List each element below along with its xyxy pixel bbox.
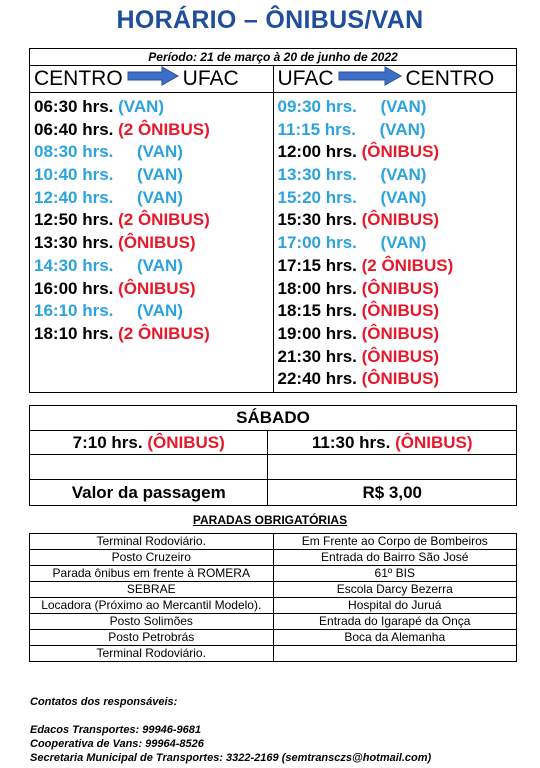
stop-cell: Boca da Alemanha [273,630,517,646]
stop-cell: Entrada do Igarapé da Onça [273,614,517,630]
stop-cell: Terminal Rodoviário. [30,534,274,550]
time-row [30,255,273,278]
stop-cell: Escola Darcy Bezerra [273,582,517,598]
contact-line: Edacos Transportes: 99946-9681 [30,724,201,736]
stop-row [30,598,517,614]
time-row [30,187,273,210]
saturday-title: SÁBADO [30,406,517,431]
vehicle-type: (VAN) [380,97,427,116]
time-row [30,141,273,164]
departure-time: 21:30 hrs. [277,346,357,366]
departure-time: 17:00 hrs. [277,233,357,253]
vehicle-type: (VAN) [137,187,183,207]
header-to: UFAC [182,67,239,90]
departure-time: 12:40 hrs. [34,187,114,207]
departure-time: 06:30 hrs. [34,97,114,116]
vehicle-type: (VAN) [379,119,426,139]
header-to: CENTRO [405,67,495,90]
departure-time: 15:20 hrs. [277,187,357,207]
stop-cell: Parada ônibus em frente à ROMERA [30,566,274,582]
saturday-time: 11:30 hrs. (ÔNIBUS) [268,431,517,455]
departure-time: 08:30 hrs. [34,142,114,162]
vehicle-type: (ÔNIBUS) [118,278,196,298]
time-row [30,232,273,255]
time-row [274,96,517,119]
time-row [274,141,517,164]
time-list [274,93,517,392]
stop-cell: Posto Cruzeiro [30,550,274,566]
time-row [274,323,517,346]
vehicle-type: (ÔNIBUS) [361,346,440,366]
vehicle-type: (VAN) [137,255,183,275]
fare-label: Valor da passagem [30,480,268,506]
departure-time: 12:00 hrs. [277,142,357,162]
time-row [30,119,273,142]
schedule-table [29,48,517,393]
time-row [274,346,517,369]
time-row [30,96,273,119]
contact-line: Cooperativa de Vans: 99964-8526 [30,738,204,750]
departure-time: 18:00 hrs. [277,278,357,298]
empty-cell [30,455,268,480]
vehicle-type: (ÔNIBUS) [361,369,440,389]
time-row [274,119,517,142]
vehicle-type: (2 ÔNIBUS) [118,323,210,343]
fare-value: R$ 3,00 [268,480,517,506]
vehicle-type: (VAN) [137,301,183,321]
saturday-time: 7:10 hrs. (ÔNIBUS) [30,431,268,455]
departure-time: 06:40 hrs. [34,119,114,139]
time-row [274,300,517,323]
time-row [274,187,517,210]
vehicle-type: (VAN) [137,142,183,162]
stop-cell: Hospital do Juruá [273,598,517,614]
stop-cell: Terminal Rodoviário. [30,646,274,662]
arrow-right-icon [338,66,402,92]
stop-row [30,614,517,630]
contact-line: Secretaria Municipal de Transportes: 3322-2169 (semtransczs@hotmail.com) [30,752,432,764]
vehicle-type: (2 ÔNIBUS) [118,210,210,230]
stop-row [30,550,517,566]
stop-cell: 61º BIS [273,566,517,582]
vehicle-type: (ÔNIBUS) [361,323,440,343]
time-row [274,255,517,278]
stop-row [30,534,517,550]
time-row [274,164,517,187]
vehicle-type: (VAN) [380,165,427,185]
stop-row [30,582,517,598]
stops-table [29,533,517,662]
arrow-right-icon [127,66,179,92]
vehicle-type: (2 ÔNIBUS) [118,119,210,139]
header-from: UFAC [277,67,334,90]
departure-time: 16:00 hrs. [34,278,114,298]
departure-time: 10:40 hrs. [34,165,114,185]
time-row [30,278,273,301]
time-row [274,232,517,255]
vehicle-type: (ÔNIBUS) [361,210,440,230]
time-row [274,368,517,391]
departure-time: 16:10 hrs. [34,301,114,321]
vehicle-type: (VAN) [118,97,165,116]
time-row [274,209,517,232]
time-row [30,323,273,346]
contacts [30,695,431,765]
departure-time: 18:10 hrs. [34,323,114,343]
stop-cell: Locadora (Próximo ao Mercantil Modelo). [30,598,274,614]
departure-time: 12:50 hrs. [34,210,114,230]
vehicle-type: (VAN) [137,165,183,185]
departure-time: 15:30 hrs. [277,210,357,230]
times-centro-ufac [30,93,274,393]
page-title: HORÁRIO – ÔNIBUS/VAN [116,6,424,34]
departure-time: 09:30 hrs. [277,97,357,116]
vehicle-type: (ÔNIBUS) [361,301,440,321]
time-list [30,93,273,382]
stop-row [30,630,517,646]
vehicle-type: (VAN) [380,187,427,207]
empty-cell [268,455,517,480]
stop-cell: Em Frente ao Corpo de Bombeiros [273,534,517,550]
vehicle-type: (ÔNIBUS) [361,278,440,298]
vehicle-type: (ÔNIBUS) [361,142,440,162]
departure-time: 18:15 hrs. [277,301,357,321]
period-label: Período: 21 de março à 20 de junho de 2022 [30,49,517,66]
time-row [30,164,273,187]
time-row [30,209,273,232]
vehicle-type: (VAN) [380,233,427,253]
stop-cell: Posto Solimões [30,614,274,630]
contacts-heading: Contatos dos responsáveis: [30,696,178,708]
departure-time: 17:15 hrs. [277,255,357,275]
stops-title: PARADAS OBRIGATÓRIAS [192,513,348,527]
time-row [274,278,517,301]
header-ufac-centro [273,66,517,93]
stop-cell: Posto Petrobrás [30,630,274,646]
time-row [30,300,273,323]
vehicle-type: (ÔNIBUS) [118,233,196,253]
departure-time: 22:40 hrs. [277,369,357,389]
stop-cell [273,646,517,662]
header-centro-ufac [30,66,274,93]
stop-cell: SEBRAE [30,582,274,598]
stop-row [30,566,517,582]
times-ufac-centro [273,93,517,393]
departure-time: 14:30 hrs. [34,255,114,275]
departure-time: 13:30 hrs. [34,233,114,253]
departure-time: 13:30 hrs. [277,165,357,185]
header-from: CENTRO [34,67,123,90]
vehicle-type: (2 ÔNIBUS) [361,255,454,275]
departure-time: 19:00 hrs. [277,323,357,343]
stop-cell: Entrada do Bairro São José [273,550,517,566]
stop-row [30,646,517,662]
saturday-table [29,405,517,506]
departure-time: 11:15 hrs. [277,119,356,139]
